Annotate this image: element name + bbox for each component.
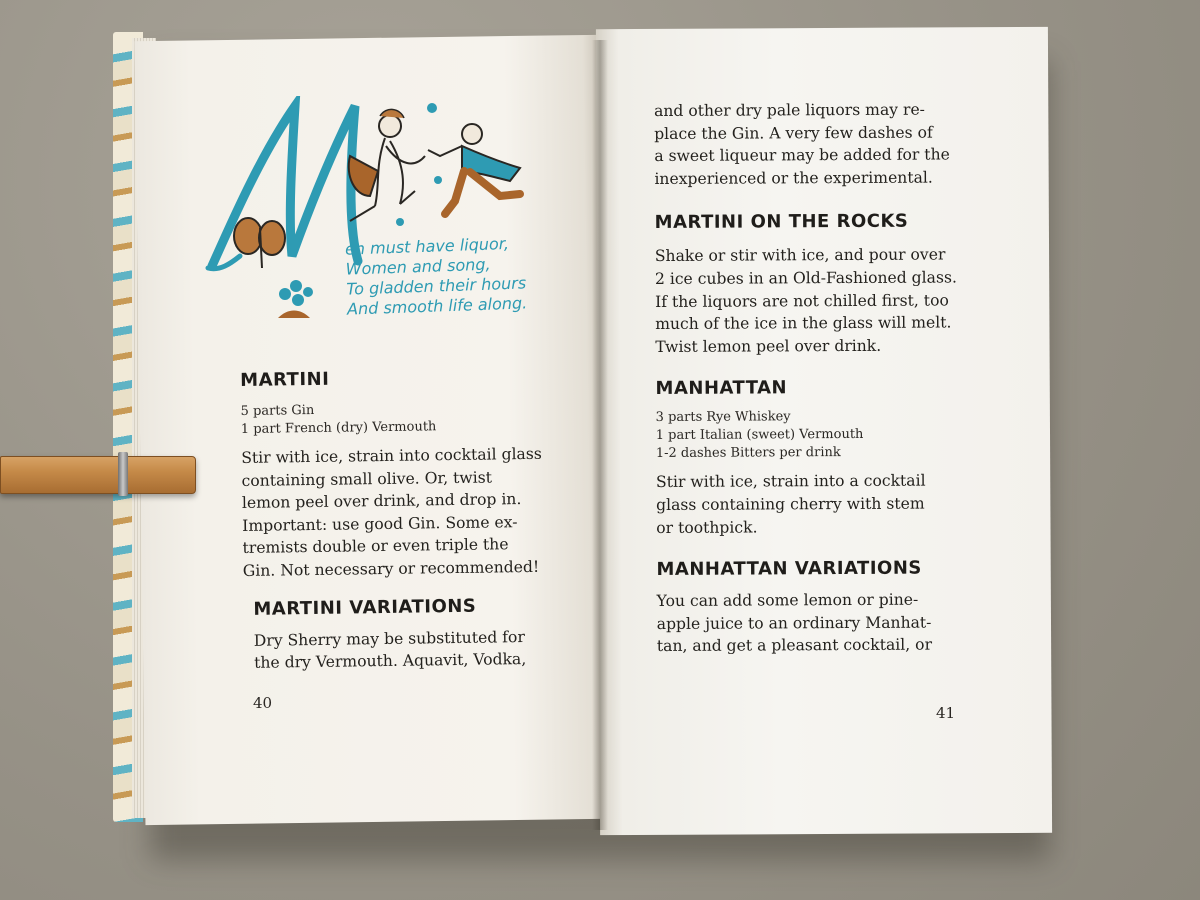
ingredient-line: 1 part French (dry) Vermouth (240, 419, 437, 437)
verse-line: And smooth life along. (346, 293, 528, 319)
body-line: Important: use good Gin. Some ex- (242, 512, 518, 535)
body-line: the dry Vermouth. Aquavit, Vodka, (254, 650, 527, 672)
flower-icon (278, 280, 313, 318)
butterfly-icon (234, 218, 285, 268)
body-line: much of the ice in the glass will melt. (655, 313, 952, 334)
right-page-text (654, 98, 969, 658)
body-line: place the Gin. A very few dashes of (654, 123, 933, 143)
body-line: lemon peel over drink, and drop in. (241, 490, 522, 513)
section-heading-manhattan-variations: MANHATTAN VARIATIONS (656, 557, 922, 581)
verse-line: en must have liquor, (344, 233, 510, 259)
clothespin-spring (118, 452, 128, 496)
ingredient-line: 1-2 dashes Bitters per drink (655, 445, 841, 462)
body-line: Stir with ice, strain into cocktail glass (241, 444, 542, 467)
body-line: or toothpick. (656, 517, 758, 537)
section-body (656, 470, 968, 539)
page-number-right: 41 (936, 704, 956, 722)
body-line: tremists double or even triple the (242, 535, 509, 558)
body-line: Shake or stir with ice, and pour over (654, 245, 946, 266)
page-number-left: 40 (253, 694, 273, 712)
intro-body (654, 98, 966, 190)
section-heading-martini-variations: MARTINI VARIATIONS (253, 595, 477, 620)
section-heading-martini-on-the-rocks: MARTINI ON THE ROCKS (654, 211, 909, 234)
section-body (657, 588, 969, 657)
verse (345, 232, 558, 319)
body-line: a sweet liqueur may be added for the (654, 145, 950, 166)
verse-line: To gladden their hours (346, 273, 527, 299)
body-line: Gin. Not necessary or recommended! (242, 557, 540, 580)
verse-line: Women and song, (345, 254, 491, 279)
ingredient-line: 3 parts Rye Whiskey (655, 409, 791, 426)
section-body (241, 443, 553, 583)
body-line: Twist lemon peel over drink. (655, 336, 882, 356)
body-line: containing small olive. Or, twist (241, 468, 493, 490)
body-line: You can add some lemon or pine- (656, 590, 919, 611)
left-page-text (240, 362, 554, 675)
section-heading-martini: MARTINI (240, 368, 330, 391)
ingredient-line: 1 part Italian (sweet) Vermouth (655, 427, 864, 444)
wooden-clothespin (0, 456, 196, 494)
body-line: Dry Sherry may be substituted for (253, 627, 525, 650)
section-body (655, 244, 968, 359)
body-line: inexperienced or the experimental. (654, 168, 933, 188)
section-body (244, 625, 555, 675)
body-line: If the liquors are not chilled first, too (655, 291, 949, 311)
body-line: apple juice to an ordinary Manhat- (656, 613, 932, 633)
body-line: tan, and get a pleasant cocktail, or (656, 635, 933, 656)
body-line: and other dry pale liquors may re- (654, 100, 925, 120)
section-heading-manhattan: MANHATTAN (655, 377, 788, 400)
body-line: 2 ice cubes in an Old-Fashioned glass. (654, 268, 957, 288)
ingredient-line: 5 parts Gin (240, 402, 315, 419)
book-gutter (592, 40, 608, 830)
body-line: glass containing cherry with stem (656, 494, 925, 514)
body-line: Stir with ice, strain into a cocktail (655, 471, 926, 492)
